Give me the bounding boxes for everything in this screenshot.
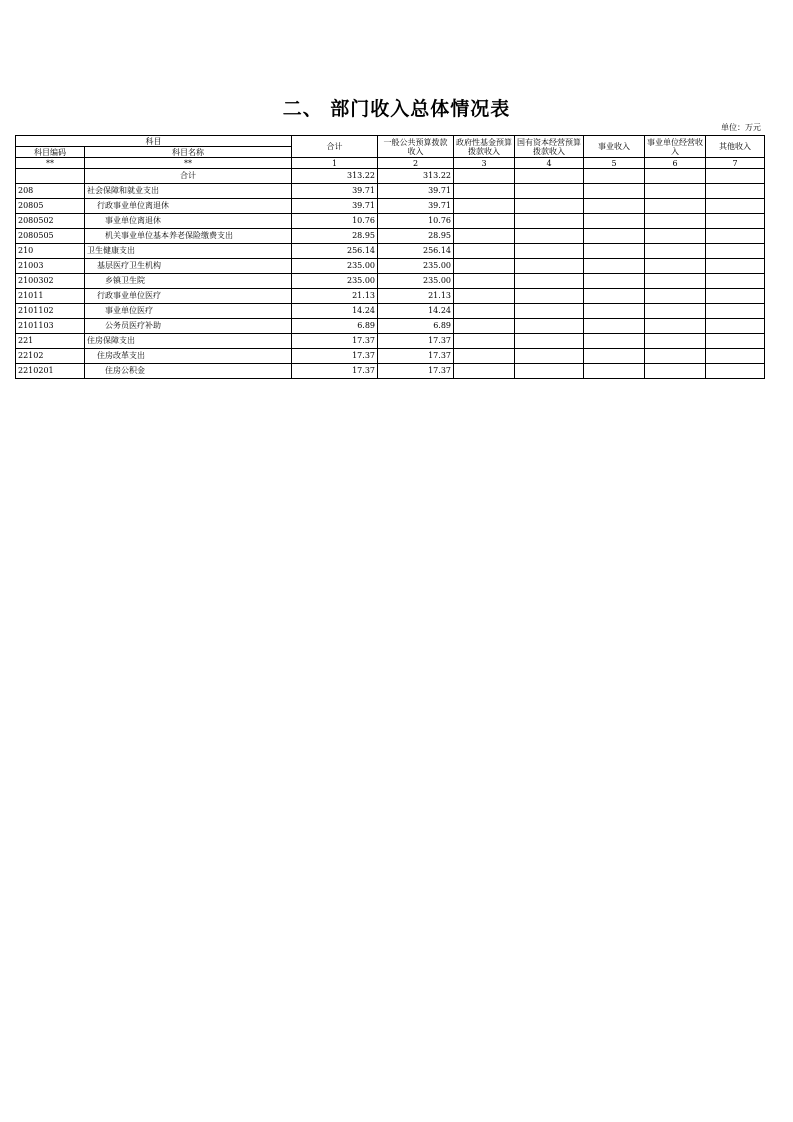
row-operating-income [645,334,706,349]
header-subject: 科目 [16,136,292,147]
row-operating-income [645,259,706,274]
row-gov-fund [454,199,515,214]
header-num-7: 7 [706,158,765,169]
row-operating-income [645,349,706,364]
header-name: 科目名称 [85,147,292,158]
row-code: 208 [16,184,85,199]
row-name: 机关事业单位基本养老保险缴费支出 [85,229,292,244]
row-general: 28.95 [378,229,454,244]
row-general: 39.71 [378,199,454,214]
row-other-income [706,199,765,214]
header-business-income: 事业收入 [584,136,645,158]
row-business-income [584,184,645,199]
header-gov-fund: 政府性基金预算拨款收入 [454,136,515,158]
unit-label: 单位：万元 [721,123,761,132]
row-gov-fund [454,364,515,379]
row-operating-income [645,319,706,334]
row-name: 住房改革支出 [85,349,292,364]
row-operating-income [645,289,706,304]
row-general: 17.37 [378,364,454,379]
table-body [16,184,765,379]
row-other-income [706,364,765,379]
row-code: 21003 [16,259,85,274]
table-row [16,229,765,244]
row-total: 39.71 [292,199,378,214]
table-row [16,199,765,214]
row-total: 17.37 [292,334,378,349]
row-business-income [584,214,645,229]
row-operating-income [645,184,706,199]
row-business-income [584,229,645,244]
header-state-capital: 国有资本经营预算拨款收入 [515,136,584,158]
row-gov-fund [454,349,515,364]
row-general: 235.00 [378,259,454,274]
row-business-income [584,304,645,319]
row-gov-fund [454,184,515,199]
row-code: 2100302 [16,274,85,289]
row-state-capital [515,304,584,319]
row-total: 14.24 [292,304,378,319]
row-other-income [706,349,765,364]
row-state-capital [515,214,584,229]
row-state-capital [515,259,584,274]
row-total: 21.13 [292,289,378,304]
row-operating-income [645,229,706,244]
table-row [16,259,765,274]
row-name: 公务员医疗补助 [85,319,292,334]
header-num-5: 5 [584,158,645,169]
summary-total: 313.22 [292,169,378,184]
row-name: 行政事业单位医疗 [85,289,292,304]
table-row [16,334,765,349]
table-row [16,349,765,364]
row-general: 235.00 [378,274,454,289]
summary-label: 合计 [85,169,292,184]
row-total: 39.71 [292,184,378,199]
table-row [16,244,765,259]
table-row [16,274,765,289]
table-row [16,289,765,304]
row-general: 10.76 [378,214,454,229]
row-code: 22102 [16,349,85,364]
header-total: 合计 [292,136,378,158]
row-general: 39.71 [378,184,454,199]
row-other-income [706,289,765,304]
row-business-income [584,364,645,379]
row-state-capital [515,184,584,199]
row-state-capital [515,199,584,214]
row-name: 社会保障和就业支出 [85,184,292,199]
row-gov-fund [454,229,515,244]
row-code: 210 [16,244,85,259]
row-state-capital [515,319,584,334]
row-state-capital [515,289,584,304]
row-name: 住房保障支出 [85,334,292,349]
row-other-income [706,229,765,244]
row-state-capital [515,334,584,349]
row-total: 28.95 [292,229,378,244]
row-state-capital [515,274,584,289]
row-total: 235.00 [292,274,378,289]
row-general: 14.24 [378,304,454,319]
header-code-mark: ** [16,158,85,169]
row-other-income [706,319,765,334]
row-operating-income [645,199,706,214]
row-state-capital [515,244,584,259]
row-business-income [584,244,645,259]
row-gov-fund [454,244,515,259]
table-row [16,304,765,319]
summary-general: 313.22 [378,169,454,184]
row-code: 221 [16,334,85,349]
row-general: 17.37 [378,334,454,349]
row-name: 卫生健康支出 [85,244,292,259]
row-other-income [706,304,765,319]
table-row [16,184,765,199]
row-name: 行政事业单位离退休 [85,199,292,214]
header-name-mark: ** [85,158,292,169]
row-name: 事业单位离退休 [85,214,292,229]
header-code: 科目编码 [16,147,85,158]
table-row [16,214,765,229]
row-operating-income [645,364,706,379]
row-operating-income [645,244,706,259]
row-name: 乡镇卫生院 [85,274,292,289]
row-business-income [584,319,645,334]
header-general-budget: 一般公共预算拨款收入 [378,136,454,158]
header-num-4: 4 [515,158,584,169]
row-other-income [706,274,765,289]
row-gov-fund [454,334,515,349]
table-row [16,319,765,334]
row-gov-fund [454,289,515,304]
row-code: 2101102 [16,304,85,319]
row-business-income [584,259,645,274]
row-other-income [706,334,765,349]
row-gov-fund [454,319,515,334]
row-state-capital [515,364,584,379]
row-code: 2080502 [16,214,85,229]
row-name: 住房公积金 [85,364,292,379]
row-general: 256.14 [378,244,454,259]
row-code: 21011 [16,289,85,304]
row-general: 6.89 [378,319,454,334]
row-total: 10.76 [292,214,378,229]
row-code: 20805 [16,199,85,214]
header-num-2: 2 [378,158,454,169]
header-num-1: 1 [292,158,378,169]
row-business-income [584,349,645,364]
summary-row [16,169,765,184]
row-other-income [706,244,765,259]
header-num-6: 6 [645,158,706,169]
row-business-income [584,334,645,349]
row-general: 21.13 [378,289,454,304]
header-num-3: 3 [454,158,515,169]
table-header [16,136,765,184]
table-row [16,364,765,379]
row-code: 2080505 [16,229,85,244]
row-name: 事业单位医疗 [85,304,292,319]
row-business-income [584,289,645,304]
row-state-capital [515,349,584,364]
row-general: 17.37 [378,349,454,364]
row-total: 6.89 [292,319,378,334]
row-gov-fund [454,274,515,289]
row-operating-income [645,304,706,319]
row-state-capital [515,229,584,244]
row-operating-income [645,274,706,289]
row-total: 17.37 [292,349,378,364]
row-total: 17.37 [292,364,378,379]
row-gov-fund [454,304,515,319]
row-code: 2210201 [16,364,85,379]
row-operating-income [645,214,706,229]
row-other-income [706,259,765,274]
row-total: 256.14 [292,244,378,259]
page-title: 二、 部门收入总体情况表 [282,98,511,120]
row-business-income [584,199,645,214]
row-total: 235.00 [292,259,378,274]
row-other-income [706,214,765,229]
income-table [15,135,765,379]
row-code: 2101103 [16,319,85,334]
row-other-income [706,184,765,199]
row-gov-fund [454,214,515,229]
row-name: 基层医疗卫生机构 [85,259,292,274]
header-other-income: 其他收入 [706,136,765,158]
row-gov-fund [454,259,515,274]
row-business-income [584,274,645,289]
header-operating-income: 事业单位经营收入 [645,136,706,158]
